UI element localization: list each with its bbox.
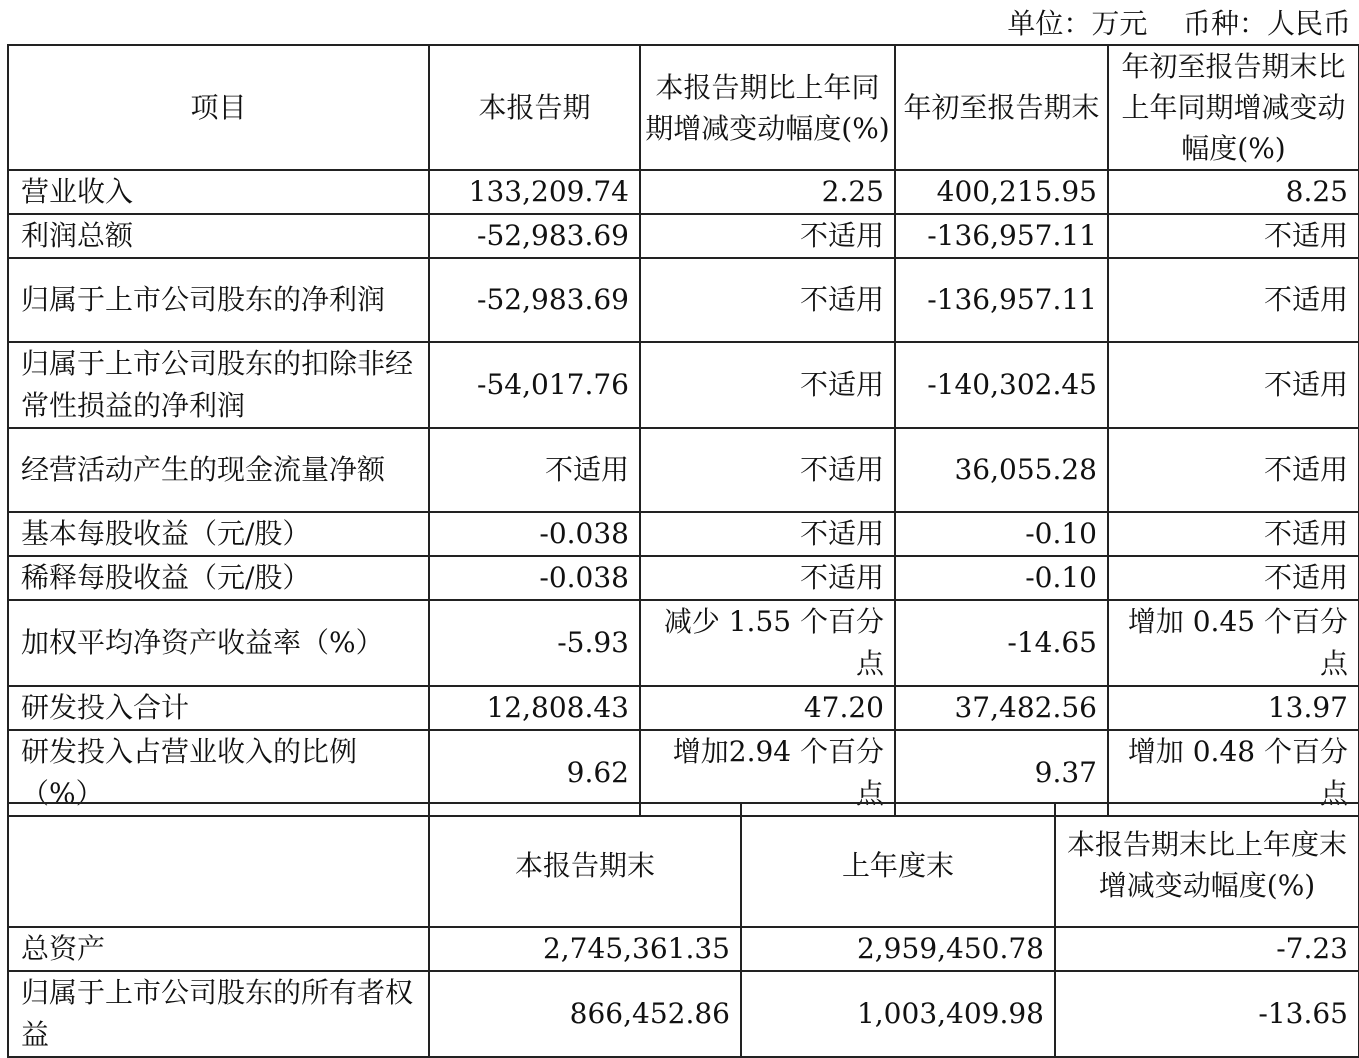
table-row — [8, 971, 1359, 1057]
row-label: 研发投入合计 — [8, 686, 429, 730]
row-label: 基本每股收益（元/股） — [8, 512, 429, 556]
cell-change: -13.65 — [1055, 971, 1359, 1057]
cell-ytd: -0.10 — [895, 512, 1108, 556]
header-change: 本报告期末比上年度末增减变动幅度(%) — [1055, 803, 1359, 927]
cell-current: -0.038 — [429, 512, 640, 556]
cell-current-change: 不适用 — [640, 258, 895, 342]
row-label: 总资产 — [8, 927, 429, 971]
cell-current-change: 减少 1.55 个百分点 — [640, 600, 895, 686]
cell-ytd: -140,302.45 — [895, 342, 1108, 428]
table-row — [8, 556, 1359, 600]
header-current-change: 本报告期比上年同期增减变动幅度(%) — [640, 45, 895, 170]
table-row — [8, 258, 1359, 342]
header-prior-year-end: 上年度末 — [741, 803, 1055, 927]
cell-ytd: 37,482.56 — [895, 686, 1108, 730]
cell-current: 133,209.74 — [429, 170, 640, 214]
cell-ytd: -14.65 — [895, 600, 1108, 686]
cell-current: -5.93 — [429, 600, 640, 686]
cell-ytd-change: 13.97 — [1108, 686, 1359, 730]
table-header-row — [8, 803, 1359, 927]
cell-ytd: -136,957.11 — [895, 214, 1108, 258]
table-row — [8, 512, 1359, 556]
header-item: 项目 — [8, 45, 429, 170]
row-label: 稀释每股收益（元/股） — [8, 556, 429, 600]
row-label: 归属于上市公司股东的净利润 — [8, 258, 429, 342]
cell-ytd-change: 不适用 — [1108, 428, 1359, 512]
balance-sheet-table — [7, 802, 1359, 1058]
cell-current: -52,983.69 — [429, 214, 640, 258]
row-label: 归属于上市公司股东的扣除非经常性损益的净利润 — [8, 342, 429, 428]
cell-ytd-change: 增加 0.48 个百分点 — [1108, 730, 1359, 816]
cell-ytd: 9.37 — [895, 730, 1108, 816]
row-label: 经营活动产生的现金流量净额 — [8, 428, 429, 512]
row-label: 研发投入占营业收入的比例（%） — [8, 730, 429, 816]
cell-current: 12,808.43 — [429, 686, 640, 730]
cell-ytd-change: 不适用 — [1108, 512, 1359, 556]
table-row — [8, 428, 1359, 512]
cell-ytd: 36,055.28 — [895, 428, 1108, 512]
cell-current: -0.038 — [429, 556, 640, 600]
cell-current-change: 47.20 — [640, 686, 895, 730]
header-period-end: 本报告期末 — [429, 803, 741, 927]
table-row — [8, 170, 1359, 214]
table-row — [8, 214, 1359, 258]
cell-current-change: 不适用 — [640, 428, 895, 512]
table-row — [8, 342, 1359, 428]
table-row — [8, 927, 1359, 971]
header-current-period: 本报告期 — [429, 45, 640, 170]
row-label: 营业收入 — [8, 170, 429, 214]
cell-ytd-change: 不适用 — [1108, 258, 1359, 342]
cell-current: -54,017.76 — [429, 342, 640, 428]
cell-ytd-change: 不适用 — [1108, 556, 1359, 600]
cell-period-end: 2,745,361.35 — [429, 927, 741, 971]
cell-ytd-change: 不适用 — [1108, 342, 1359, 428]
unit-currency-note: 单位：万元 币种：人民币 — [1007, 7, 1351, 40]
header-ytd-change: 年初至报告期末比上年同期增减变动幅度(%) — [1108, 45, 1359, 170]
cell-current: -52,983.69 — [429, 258, 640, 342]
table-header-row — [8, 45, 1359, 170]
cell-current: 不适用 — [429, 428, 640, 512]
header-empty — [8, 803, 429, 927]
main-financial-table — [7, 44, 1359, 817]
cell-ytd-change: 增加 0.45 个百分点 — [1108, 600, 1359, 686]
cell-current-change: 增加2.94 个百分点 — [640, 730, 895, 816]
cell-current: 9.62 — [429, 730, 640, 816]
cell-ytd-change: 8.25 — [1108, 170, 1359, 214]
cell-period-end: 866,452.86 — [429, 971, 741, 1057]
cell-current-change: 不适用 — [640, 214, 895, 258]
cell-change: -7.23 — [1055, 927, 1359, 971]
cell-current-change: 不适用 — [640, 556, 895, 600]
cell-prior-year-end: 2,959,450.78 — [741, 927, 1055, 971]
row-label: 加权平均净资产收益率（%） — [8, 600, 429, 686]
cell-current-change: 2.25 — [640, 170, 895, 214]
cell-current-change: 不适用 — [640, 512, 895, 556]
cell-ytd: -0.10 — [895, 556, 1108, 600]
row-label: 归属于上市公司股东的所有者权益 — [8, 971, 429, 1057]
cell-prior-year-end: 1,003,409.98 — [741, 971, 1055, 1057]
table-row — [8, 686, 1359, 730]
cell-ytd: -136,957.11 — [895, 258, 1108, 342]
cell-ytd-change: 不适用 — [1108, 214, 1359, 258]
cell-current-change: 不适用 — [640, 342, 895, 428]
cell-ytd: 400,215.95 — [895, 170, 1108, 214]
row-label: 利润总额 — [8, 214, 429, 258]
header-ytd: 年初至报告期末 — [895, 45, 1108, 170]
table-row — [8, 600, 1359, 686]
